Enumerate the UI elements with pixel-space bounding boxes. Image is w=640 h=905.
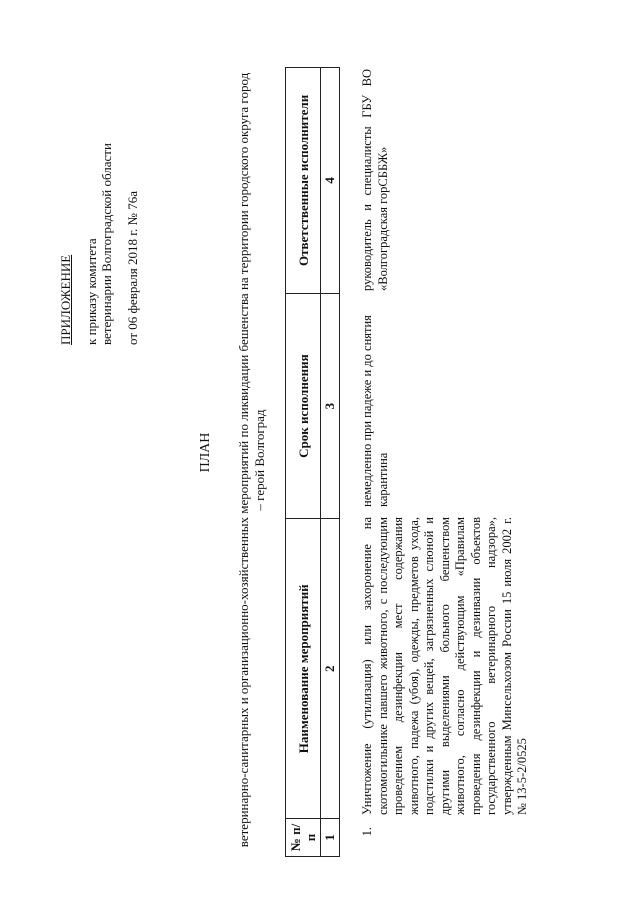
appendix-line-2: ветеринарии Волгоградской области <box>99 143 114 345</box>
column-number-2: 2 <box>321 519 340 819</box>
row-number: 1. <box>360 827 374 837</box>
plan-title: ПЛАН <box>198 432 213 473</box>
header-activity: Наименование мероприятий <box>286 519 321 819</box>
row-term: немедленно при падеже и до снятия карантина <box>360 315 390 507</box>
plan-table <box>285 67 340 857</box>
header-number: № п/п <box>286 819 321 857</box>
plan-subtitle: ветеринарно-санитарных и организационно-хозяйственных мероприятий по ликвидации бешенства на территории городского округа город – герой Волгоград <box>236 72 267 848</box>
column-number-row <box>321 68 340 857</box>
header-term: Срок исполнения <box>286 293 321 519</box>
row-executors: руководитель и специалисты ГБУ ВО «Волгоградская горСББЖ» <box>360 69 390 291</box>
column-number-3: 3 <box>321 293 340 519</box>
row-activity: Уничтожение (утилизация) или захоронение на скотомогильнике павшего животного, с последующим проведением дезинфекции мест содержания животного, падежа (убоя), одежды, предметов ухода, подстилки и других вещей, загрязненных слюной и другими выделениями больного бешенством животного, согласно действующим «Правилам проведения дезинфекции и дезинвазии объектов государственного ветеринарного надзора», утвержденным Минсельхозом России 15 июля 2002 г. № 13-5-2/0525 <box>360 517 529 815</box>
column-number-4: 4 <box>321 68 340 294</box>
table-header-row <box>286 68 321 857</box>
appendix-line-1: к приказу комитета <box>84 238 99 345</box>
header-executors: Ответственные исполнители <box>286 68 321 294</box>
appendix-date: от 06 февраля 2018 г. № 76а <box>125 191 140 345</box>
column-number-1: 1 <box>321 819 340 857</box>
appendix-title: ПРИЛОЖЕНИЕ <box>58 254 73 345</box>
appendix-header <box>58 45 140 345</box>
